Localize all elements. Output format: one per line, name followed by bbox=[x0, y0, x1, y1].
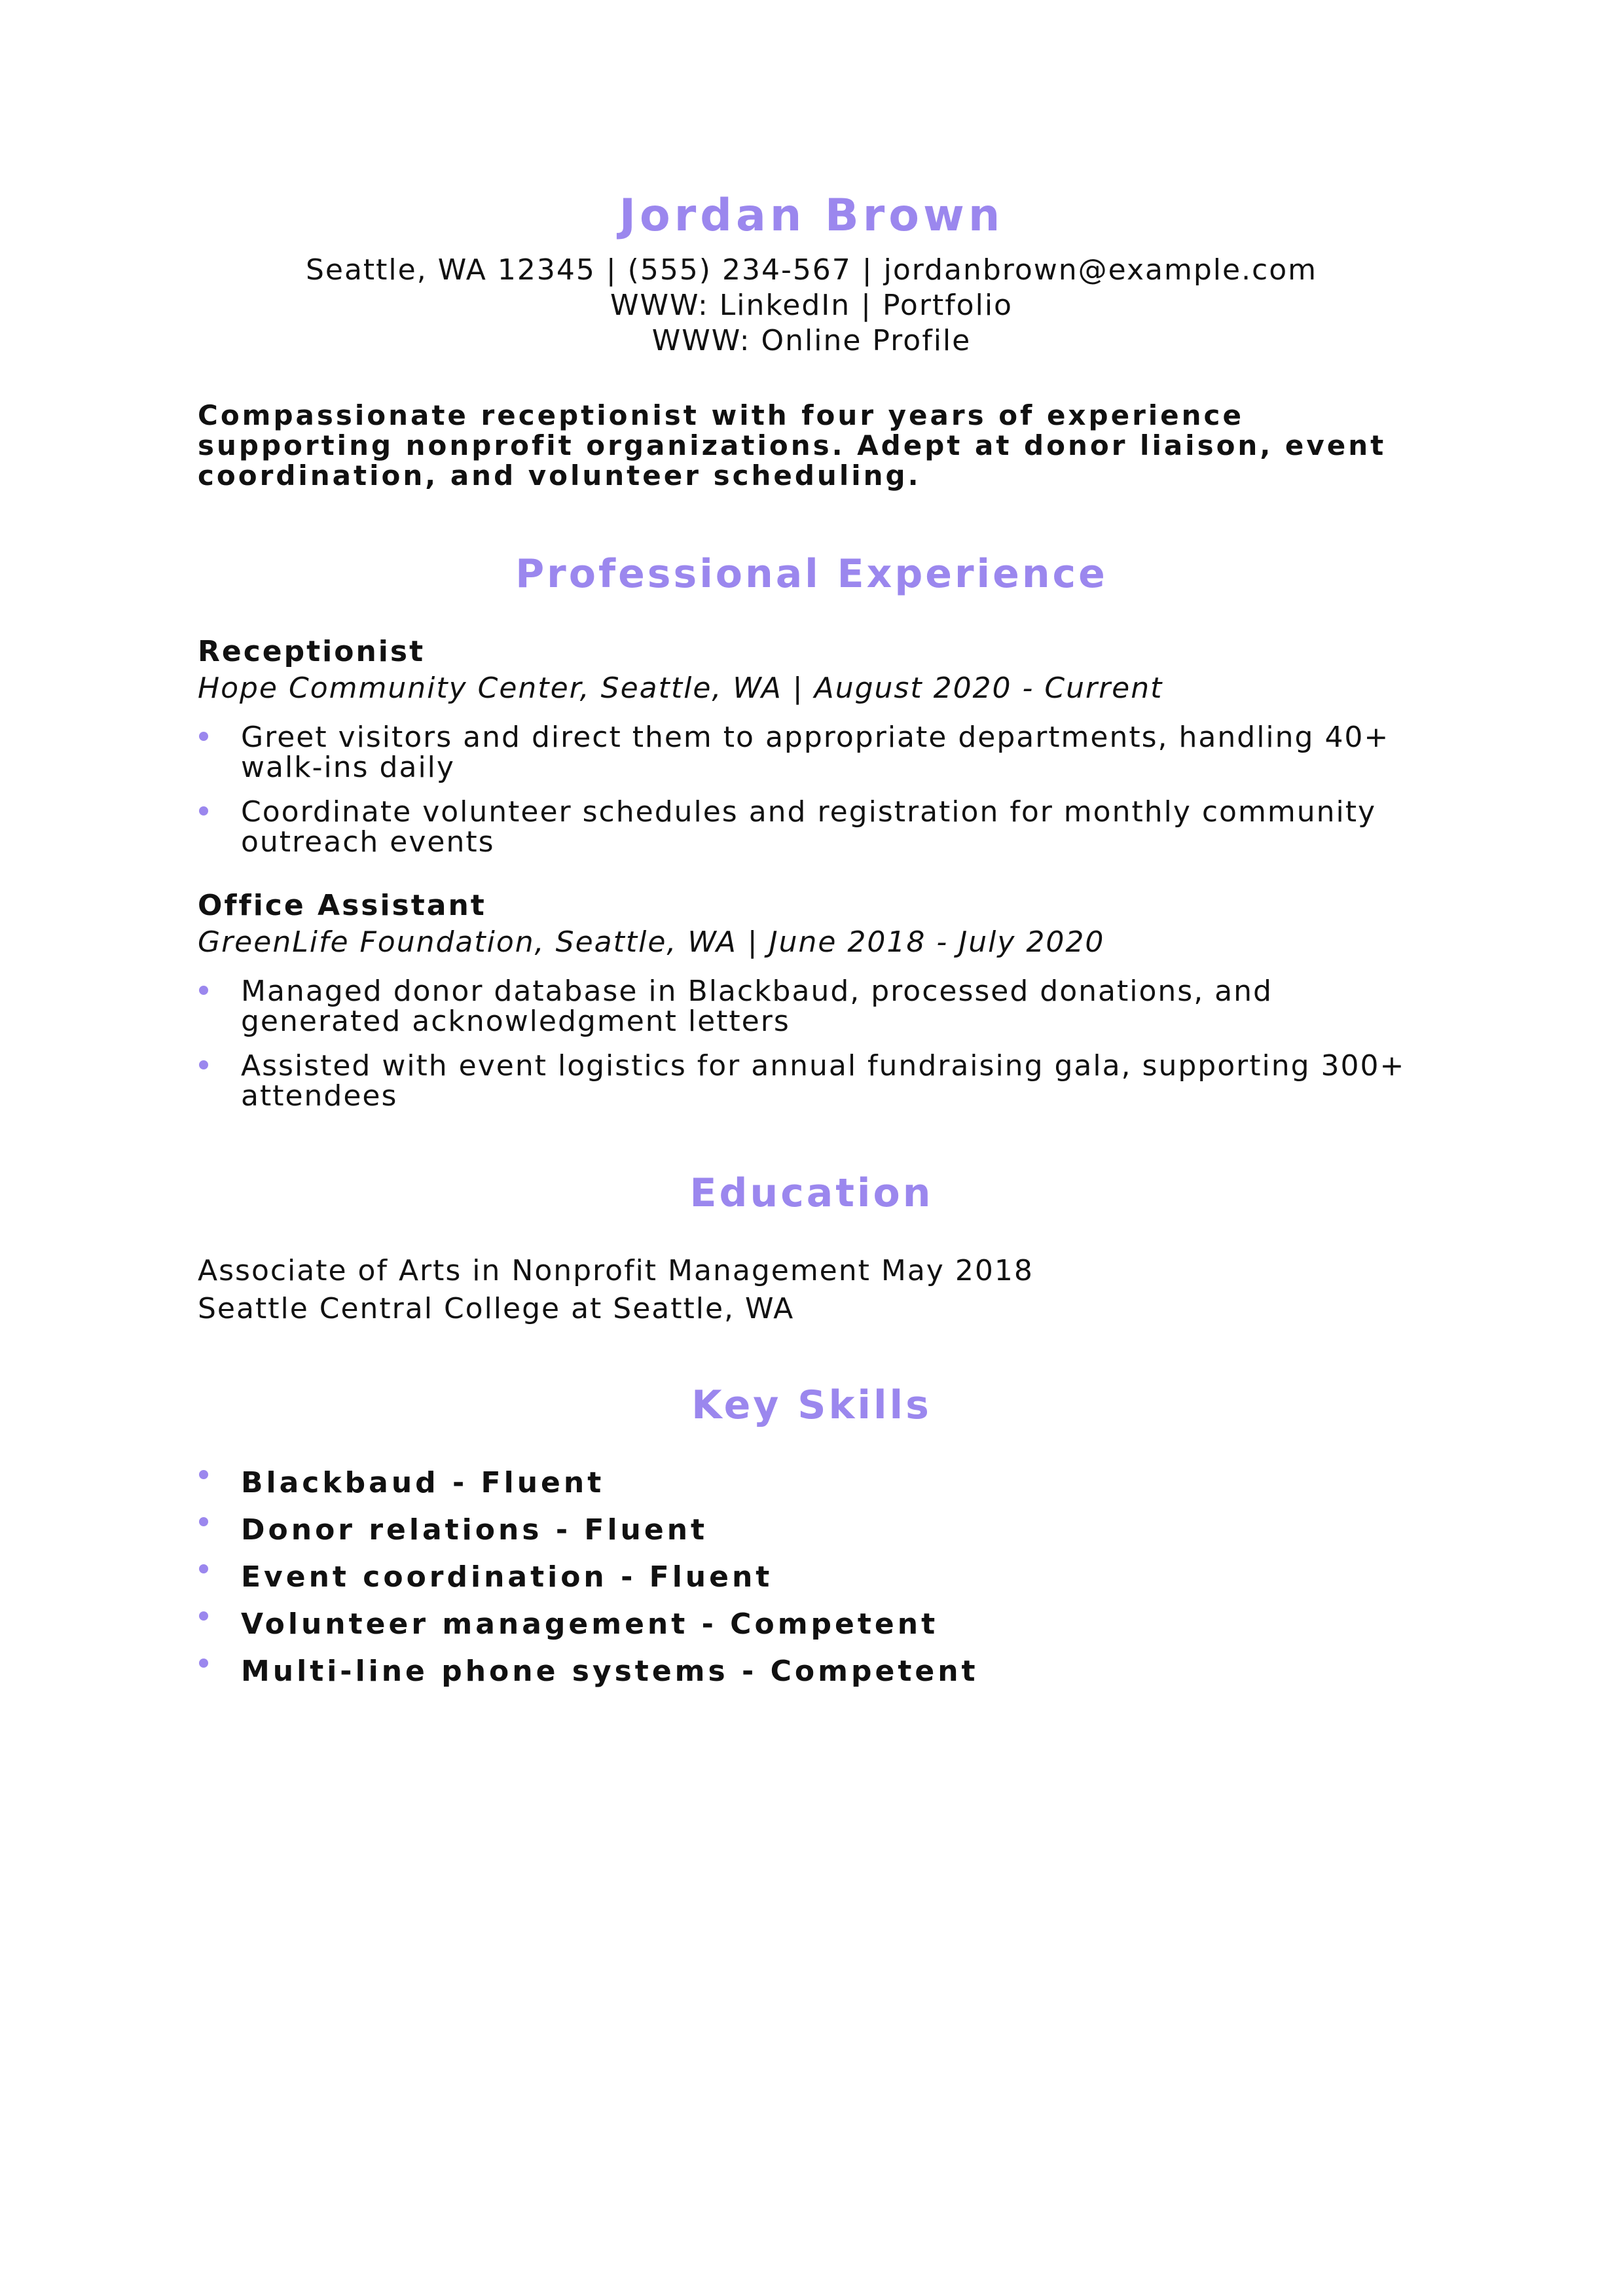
skill-text: Multi-line phone systems - Competent bbox=[241, 1655, 979, 1688]
job-bullet-list bbox=[198, 977, 1442, 1126]
skill-item bbox=[198, 1513, 1442, 1560]
bullet-dot-icon bbox=[199, 1470, 208, 1479]
education-school: Seattle Central College at Seattle, WA bbox=[198, 1292, 795, 1325]
bullet-text: Greet visitors and direct them to appropriate departments, handling 40+ walk-ins daily bbox=[241, 721, 1390, 784]
job-employer-dates: Hope Community Center, Seattle, WA | August 2020 - Current bbox=[198, 672, 1163, 705]
list-item bbox=[198, 1051, 1442, 1111]
education-degree: Associate of Arts in Nonprofit Management May 2018 bbox=[198, 1254, 1034, 1287]
list-item bbox=[198, 977, 1442, 1037]
bullet-dot-icon bbox=[199, 1517, 208, 1526]
bullet-dot-icon bbox=[199, 806, 208, 816]
skill-item bbox=[198, 1560, 1442, 1607]
skill-item bbox=[198, 1607, 1442, 1655]
bullet-dot-icon bbox=[199, 732, 208, 741]
candidate-name: Jordan Brown bbox=[619, 190, 1004, 242]
contact-line-location-phone-email: Seattle, WA 12345 | (555) 234-567 | jordanbrown@example.com bbox=[305, 253, 1318, 287]
section-heading-experience: Professional Experience bbox=[515, 551, 1108, 597]
contact-line-links: WWW: LinkedIn | Portfolio bbox=[610, 289, 1013, 322]
bullet-text: Managed donor database in Blackbaud, processed donations, and generated acknowledgment letters bbox=[241, 975, 1273, 1038]
bullet-dot-icon bbox=[199, 1564, 208, 1573]
skill-text: Event coordination - Fluent bbox=[241, 1560, 773, 1594]
skill-item bbox=[198, 1655, 1442, 1702]
skills-list bbox=[198, 1466, 1442, 1702]
skill-text: Blackbaud - Fluent bbox=[241, 1466, 605, 1499]
bullet-text: Coordinate volunteer schedules and registration for monthly community outreach events bbox=[241, 795, 1376, 859]
bullet-text: Assisted with event logistics for annual fundraising gala, supporting 300+ attendees bbox=[241, 1049, 1406, 1113]
skill-text: Donor relations - Fluent bbox=[241, 1513, 708, 1547]
job-title: Receptionist bbox=[198, 635, 426, 668]
list-item bbox=[198, 797, 1442, 857]
section-heading-skills: Key Skills bbox=[691, 1382, 932, 1428]
bullet-dot-icon bbox=[199, 1611, 208, 1621]
skill-item bbox=[198, 1466, 1442, 1513]
professional-summary: Compassionate receptionist with four years of experience supporting nonprofit organizations. Adept at donor liaison, event coordination, and volunteer scheduling. bbox=[198, 399, 1387, 492]
contact-line-online-profile: WWW: Online Profile bbox=[651, 324, 972, 357]
job-title: Office Assistant bbox=[198, 889, 486, 922]
bullet-dot-icon bbox=[199, 1060, 208, 1069]
bullet-dot-icon bbox=[199, 986, 208, 995]
bullet-dot-icon bbox=[199, 1659, 208, 1668]
job-bullet-list bbox=[198, 723, 1442, 872]
skill-text: Volunteer management - Competent bbox=[241, 1607, 939, 1641]
section-heading-education: Education bbox=[689, 1170, 934, 1216]
list-item bbox=[198, 723, 1442, 783]
job-employer-dates: GreenLife Foundation, Seattle, WA | June 2018 - July 2020 bbox=[198, 925, 1105, 959]
